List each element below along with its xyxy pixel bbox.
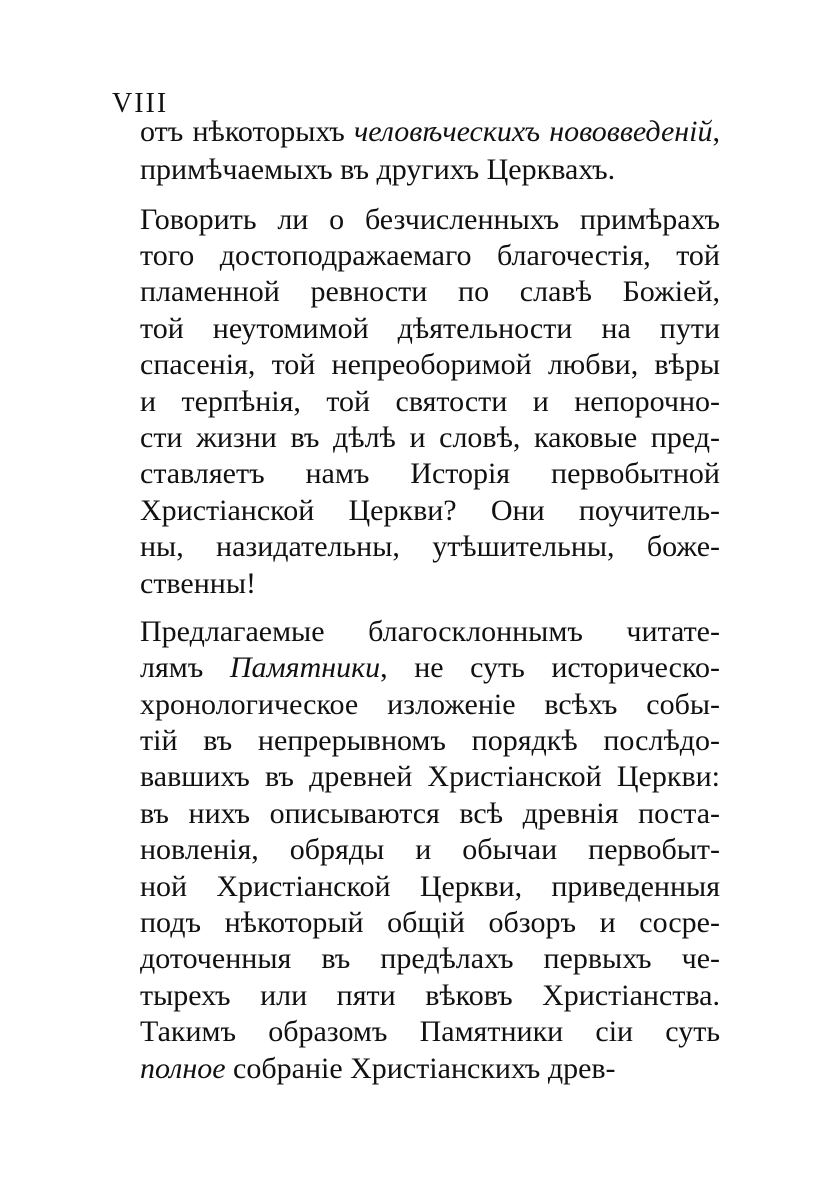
text-run: подъ нѣкоторый общій обзоръ и сосре- bbox=[140, 906, 720, 939]
text-line bbox=[140, 832, 720, 869]
text-line bbox=[140, 114, 720, 151]
text-run: въ нихъ описываются всѣ древнія поста- bbox=[140, 797, 720, 830]
text-run: , bbox=[712, 115, 720, 148]
text-run: ственны! bbox=[140, 567, 256, 600]
text-line bbox=[140, 869, 720, 906]
page-number: VIII bbox=[112, 88, 169, 119]
text-run: хронологическое изложеніе всѣхъ собы- bbox=[140, 688, 720, 721]
text-line bbox=[140, 420, 720, 457]
text-line bbox=[140, 941, 720, 978]
text-line bbox=[140, 905, 720, 942]
text-run: сти жизни въ дѣлѣ и словѣ, каковые пред- bbox=[140, 421, 720, 454]
text-run: спасенія, той непреоборимой любви, вѣры bbox=[140, 348, 720, 381]
text-run: доточенныя въ предѣлахъ первыхъ че- bbox=[140, 942, 720, 975]
text-run: того достоподражаемаго благочестія, той bbox=[140, 239, 720, 272]
text-line bbox=[140, 529, 720, 566]
text-run: ной Христіанской Церкви, приведенныя bbox=[140, 870, 720, 903]
text-run: ставляетъ намъ Исторія первобытной bbox=[140, 457, 720, 490]
text-line bbox=[140, 650, 720, 687]
italic-text-run: Памятники bbox=[229, 651, 381, 684]
text-line bbox=[140, 202, 720, 239]
text-run: той неутомимой дѣятельности на пути bbox=[140, 312, 720, 345]
text-run: и терпѣнія, той святости и непорочно- bbox=[140, 385, 720, 418]
text-run: Предлагаемые благосклоннымъ читате- bbox=[140, 615, 720, 648]
italic-text-run: полное bbox=[140, 1052, 226, 1085]
text-run: новленія, обряды и обычаи первобыт- bbox=[140, 833, 720, 866]
text-line bbox=[140, 687, 720, 724]
text-line bbox=[140, 1051, 720, 1088]
text-line bbox=[140, 274, 720, 311]
text-line bbox=[140, 152, 720, 189]
text-run: лямъ bbox=[140, 651, 230, 684]
text-run: Такимъ образомъ Памятники сіи суть bbox=[140, 1015, 720, 1048]
text-line bbox=[140, 614, 720, 651]
text-line bbox=[140, 456, 720, 493]
text-run: пламенной ревности по славѣ Божіей, bbox=[140, 275, 720, 308]
text-line bbox=[140, 311, 720, 348]
text-run: ны, назидательны, утѣшительны, боже- bbox=[140, 530, 720, 563]
text-run: Говорить ли о безчисленныхъ примѣрахъ bbox=[140, 203, 720, 236]
text-line bbox=[140, 978, 720, 1015]
text-line bbox=[140, 1014, 720, 1051]
text-run: , не суть историческо- bbox=[380, 651, 720, 684]
text-line bbox=[140, 566, 720, 603]
text-run: собраніе Христіанскихъ древ- bbox=[225, 1052, 616, 1085]
text-run: Христіанской Церкви? Они поучитель- bbox=[140, 494, 720, 527]
text-run: отъ нѣкоторыхъ bbox=[140, 115, 354, 148]
text-line bbox=[140, 238, 720, 275]
text-run: вавшихъ въ древней Христіанской Церкви: bbox=[140, 760, 720, 793]
text-line bbox=[140, 723, 720, 760]
text-line bbox=[140, 759, 720, 796]
text-run: примѣчаемыхъ въ другихъ Церквахъ. bbox=[140, 153, 616, 186]
text-line bbox=[140, 384, 720, 421]
text-run: тырехъ или пяти вѣковъ Христіанства. bbox=[140, 979, 720, 1012]
italic-text-run: человѣческихъ нововведеній bbox=[353, 115, 713, 148]
text-run: тій въ непрерывномъ порядкѣ послѣдо- bbox=[140, 724, 720, 757]
text-line bbox=[140, 493, 720, 530]
text-line bbox=[140, 347, 720, 384]
text-line bbox=[140, 796, 720, 833]
